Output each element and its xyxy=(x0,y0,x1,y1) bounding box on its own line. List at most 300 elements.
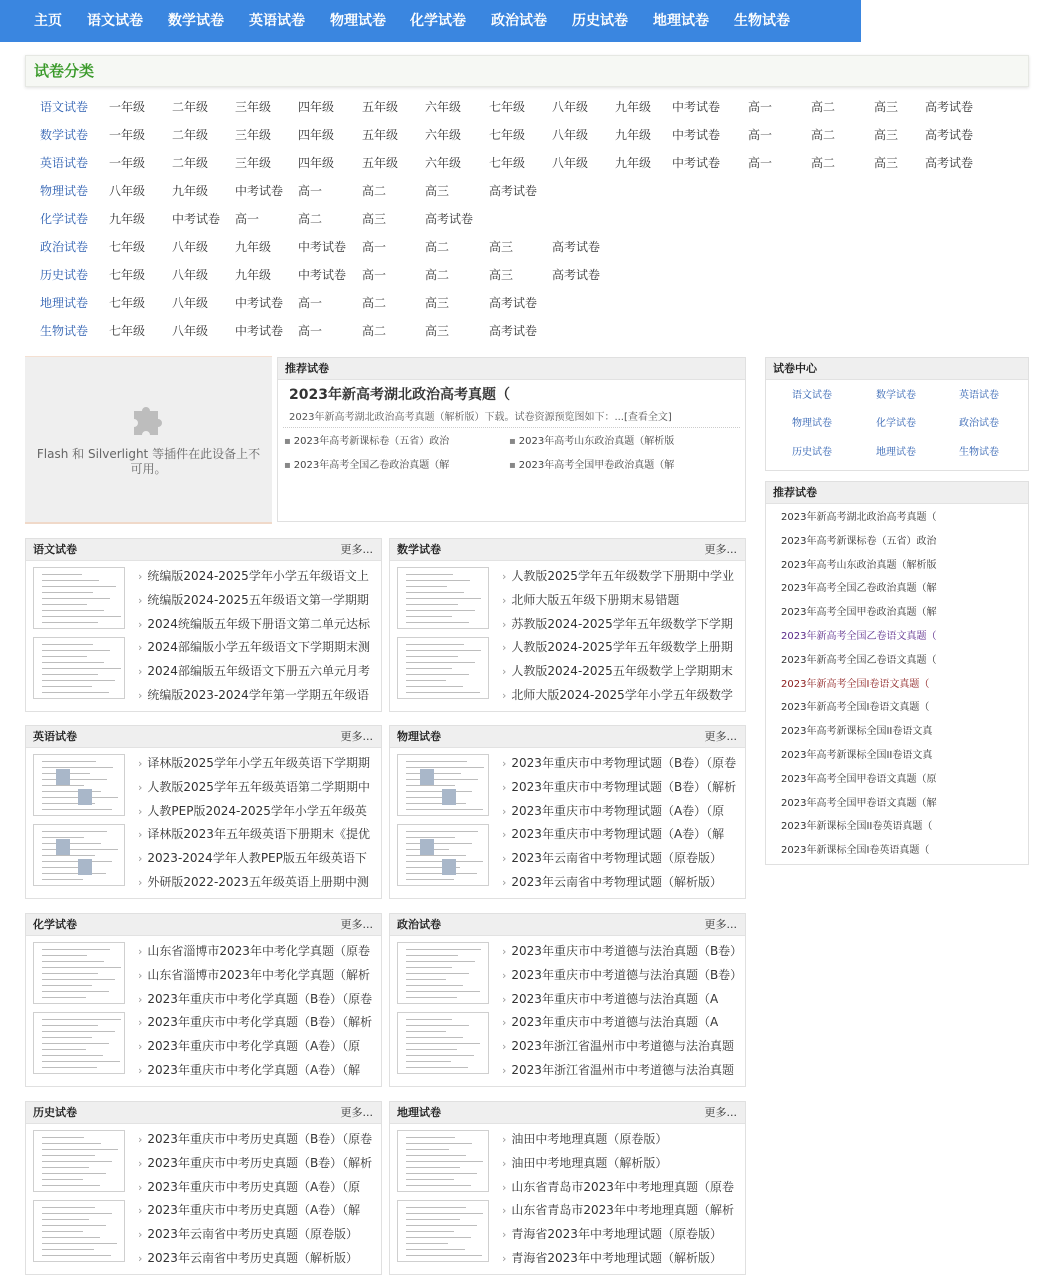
category-grade-link[interactable]: 高一 xyxy=(362,240,387,254)
paper-link[interactable]: › 2023年重庆市中考历史真题（A卷）（解 xyxy=(138,1202,378,1219)
category-grade-link[interactable]: 高二 xyxy=(362,296,387,310)
thumbnail-text-line xyxy=(406,879,454,880)
paper-link[interactable]: › 2023年重庆市中考物理试题（A卷）（解 xyxy=(502,826,742,843)
paper-link[interactable]: › 山东省淄博市2023年中考化学真题（解析 xyxy=(138,967,378,984)
category-grade-link[interactable]: 高一 xyxy=(748,100,773,114)
category-grade-link[interactable]: 五年级 xyxy=(362,100,399,114)
nav-item[interactable]: 地理试卷 xyxy=(653,13,709,29)
paper-link[interactable]: › 外研版2022-2023五年级英语上册期中测 xyxy=(138,874,378,891)
category-grade-link[interactable]: 高一 xyxy=(235,212,260,226)
nav-item[interactable]: 数学试卷 xyxy=(168,13,224,29)
paper-link[interactable]: › 人教版2024-2025五年级数学上学期期末 xyxy=(502,663,742,680)
more-link[interactable]: 更多... xyxy=(340,730,373,743)
category-subject-link[interactable]: 政治试卷 xyxy=(40,240,89,254)
thumbnail-text-line xyxy=(42,961,104,962)
thumbnail-text-line xyxy=(42,592,93,593)
paper-link[interactable]: › 油田中考地理真题（解析版） xyxy=(502,1155,742,1172)
category-grade-link[interactable]: 八年级 xyxy=(552,156,589,170)
thumbnail-text-line xyxy=(406,1207,466,1208)
recommend-list-item[interactable]: 2023年新高考全国I卷语文真题（ xyxy=(781,702,930,714)
category-grade-link[interactable]: 五年级 xyxy=(362,128,399,142)
paper-thumbnail[interactable] xyxy=(33,754,125,816)
paper-thumbnail[interactable] xyxy=(397,637,489,699)
category-grade-link[interactable]: 高考试卷 xyxy=(925,100,974,114)
category-grade-link[interactable]: 高二 xyxy=(425,268,450,282)
paper-link[interactable]: › 山东省青岛市2023年中考地理真题（解析 xyxy=(502,1202,742,1219)
paper-link[interactable]: › 人教版2025学年五年级数学下册期中学业 xyxy=(502,568,742,585)
thumbnail-text-line xyxy=(406,692,480,693)
divider xyxy=(283,427,740,428)
paper-link[interactable]: › 北师大版五年级下册期末易错题 xyxy=(502,592,742,609)
recommend-list-item[interactable]: 2023年高考新课标卷（五省）政治 xyxy=(781,535,937,547)
thumbnail-text-line xyxy=(406,1031,446,1032)
category-grade-link[interactable]: 高二 xyxy=(811,156,836,170)
category-grade-link[interactable]: 中考试卷 xyxy=(298,240,347,254)
category-grade-link[interactable]: 高三 xyxy=(489,240,514,254)
paper-link[interactable]: › 2023年重庆市中考历史真题（B卷）（解析 xyxy=(138,1155,378,1172)
category-grade-link[interactable]: 高一 xyxy=(298,324,323,338)
category-row xyxy=(0,96,1054,118)
category-grade-link[interactable]: 二年级 xyxy=(172,100,209,114)
nav-item[interactable]: 英语试卷 xyxy=(249,13,305,29)
paper-thumbnail[interactable] xyxy=(397,1130,489,1192)
category-grade-link[interactable]: 六年级 xyxy=(425,100,462,114)
thumbnail-text-line xyxy=(42,997,86,998)
category-grade-link[interactable]: 三年级 xyxy=(235,100,272,114)
category-grade-link[interactable]: 三年级 xyxy=(235,156,272,170)
paper-link[interactable]: › 2024统编版五年级下册语文第二单元达标 xyxy=(138,616,378,633)
top-nav xyxy=(0,0,861,42)
category-row xyxy=(0,180,1054,202)
category-grade-link[interactable]: 高三 xyxy=(874,100,899,114)
thumbnail-text-line xyxy=(406,662,475,663)
category-grade-link[interactable]: 三年级 xyxy=(235,128,272,142)
category-header xyxy=(25,55,1029,87)
thumbnail-text-line xyxy=(406,1049,457,1050)
thumbnail-figure xyxy=(78,789,92,805)
category-grade-link[interactable]: 高二 xyxy=(362,184,387,198)
center-link[interactable]: 地理试卷 xyxy=(876,447,916,458)
thumbnail-text-line xyxy=(42,1025,98,1026)
category-grade-link[interactable]: 九年级 xyxy=(172,184,209,198)
thumbnail-text-line xyxy=(406,1255,482,1256)
subject-block xyxy=(389,913,746,1087)
thumbnail-text-line xyxy=(42,1249,94,1250)
thumbnail-text-line xyxy=(406,1025,469,1026)
subject-block xyxy=(25,725,382,899)
category-grade-link[interactable]: 中考试卷 xyxy=(235,296,284,310)
category-grade-link[interactable]: 四年级 xyxy=(298,156,335,170)
category-grade-link[interactable]: 高三 xyxy=(425,184,450,198)
thumbnail-text-line xyxy=(406,1213,483,1214)
thumbnail-text-line xyxy=(406,668,452,669)
paper-link[interactable]: › 2023年重庆市中考物理试题（A卷）（原 xyxy=(502,803,742,820)
recommend-list-item[interactable]: 2023年高考新课标全国II卷语文真 xyxy=(781,750,933,761)
category-grade-link[interactable]: 七年级 xyxy=(489,100,526,114)
thumbnail-text-line xyxy=(406,1243,448,1244)
paper-link[interactable]: › 统编版2023-2024学年第一学期五年级语 xyxy=(138,687,378,704)
paper-link[interactable]: › 2024部编版五年级语文下册五六单元月考 xyxy=(138,663,378,680)
category-grade-link[interactable]: 中考试卷 xyxy=(235,324,284,338)
category-grade-link[interactable]: 高二 xyxy=(811,100,836,114)
recommend-list-item[interactable]: 2023年新课标全国I卷英语真题（ xyxy=(781,845,930,857)
thumbnail-text-line xyxy=(406,580,470,581)
category-grade-link[interactable]: 九年级 xyxy=(235,240,272,254)
paper-link[interactable]: › 2023年重庆市中考物理试题（B卷）（原卷 xyxy=(502,755,742,772)
category-grade-link[interactable]: 一年级 xyxy=(109,128,146,142)
category-grade-link[interactable]: 高考试卷 xyxy=(425,212,474,226)
subject-block-title: 化学试卷 xyxy=(33,918,77,931)
thumbnail-text-line xyxy=(406,973,469,974)
category-grade-link[interactable]: 七年级 xyxy=(109,296,146,310)
category-grade-link[interactable]: 七年级 xyxy=(109,268,146,282)
paper-link[interactable]: › 人教PEP版2024-2025学年小学五年级英 xyxy=(138,803,378,820)
category-row xyxy=(0,236,1054,258)
paper-thumbnail[interactable] xyxy=(397,824,489,886)
paper-link[interactable]: › 苏教版2024-2025学年五年级数学下学期 xyxy=(502,616,742,633)
thumbnail-text-line xyxy=(406,1043,480,1044)
category-grade-link[interactable]: 高考试卷 xyxy=(552,268,601,282)
category-grade-link[interactable]: 高一 xyxy=(298,296,323,310)
paper-link[interactable]: › 山东省青岛市2023年中考地理真题（原卷 xyxy=(502,1179,742,1196)
category-grade-link[interactable]: 九年级 xyxy=(615,156,652,170)
paper-link[interactable]: › 2023年重庆市中考化学真题（B卷）（解析 xyxy=(138,1014,378,1031)
paper-link[interactable]: › 青海省2023年中考地理试题（原卷版） xyxy=(502,1226,742,1243)
paper-link[interactable]: › 2023年云南省中考物理试题（解析版） xyxy=(502,874,742,891)
category-subject-link[interactable]: 化学试卷 xyxy=(40,212,89,226)
category-grade-link[interactable]: 高考试卷 xyxy=(925,156,974,170)
thumbnail-text-line xyxy=(406,803,466,804)
thumbnail-text-line xyxy=(42,779,107,780)
category-grade-link[interactable]: 高一 xyxy=(748,128,773,142)
category-grade-link[interactable]: 八年级 xyxy=(552,128,589,142)
more-link[interactable]: 更多... xyxy=(340,1106,373,1119)
category-subject-link[interactable]: 数学试卷 xyxy=(40,128,89,142)
paper-link[interactable]: › 2023年重庆市中考道德与法治真题（A xyxy=(502,1014,742,1031)
recommend-list-item[interactable]: 2023年新高考全国I卷语文真题（ xyxy=(781,678,930,690)
category-subject-link[interactable]: 英语试卷 xyxy=(40,156,89,170)
thumbnail-text-line xyxy=(406,961,475,962)
thumbnail-text-line xyxy=(42,580,99,581)
category-grade-link[interactable]: 七年级 xyxy=(109,240,146,254)
thumbnail-text-line xyxy=(42,873,106,874)
category-grade-link[interactable]: 二年级 xyxy=(172,156,209,170)
thumbnail-text-line xyxy=(406,1179,454,1180)
paper-link[interactable]: › 人教版2024-2025学年五年级数学上册期 xyxy=(502,639,742,656)
category-grade-link[interactable]: 二年级 xyxy=(172,128,209,142)
paper-link[interactable]: › 2023年浙江省温州市中考道德与法治真题 xyxy=(502,1062,742,1079)
category-grade-link[interactable]: 九年级 xyxy=(615,100,652,114)
paper-link[interactable]: › 2023年重庆市中考道德与法治真题（B卷） xyxy=(502,943,742,960)
thumbnail-text-line xyxy=(42,692,109,693)
thumbnail-text-line xyxy=(406,586,447,587)
center-link[interactable]: 物理试卷 xyxy=(792,418,832,429)
nav-item[interactable]: 化学试卷 xyxy=(410,13,466,29)
more-link[interactable]: 更多... xyxy=(704,543,737,556)
category-grade-link[interactable]: 八年级 xyxy=(552,100,589,114)
paper-link[interactable]: › 2024部编版小学五年级语文下学期期末测 xyxy=(138,639,378,656)
recommend-link[interactable]: ▪ 2023年高考新课标卷（五省）政治 xyxy=(284,435,449,449)
thumbnail-text-line xyxy=(42,686,92,687)
category-grade-link[interactable]: 中考试卷 xyxy=(672,100,721,114)
category-subject-link[interactable]: 地理试卷 xyxy=(40,296,89,310)
thumbnail-text-line xyxy=(42,1225,106,1226)
paper-link[interactable]: › 2023年重庆市中考历史真题（A卷）（原 xyxy=(138,1179,378,1196)
plugin-unavailable-message: Flash 和 Silverlight 等插件在此设备上不可用。 xyxy=(36,447,261,476)
paper-thumbnail[interactable] xyxy=(33,637,125,699)
paper-link[interactable]: › 北师大版2024-2025学年小学五年级数学 xyxy=(502,687,742,704)
thumbnail-text-line xyxy=(42,1155,95,1156)
thumbnail-text-line xyxy=(406,1149,449,1150)
thumbnail-text-line xyxy=(406,598,481,599)
category-grade-link[interactable]: 高三 xyxy=(425,324,450,338)
category-subject-link[interactable]: 生物试卷 xyxy=(40,324,89,338)
thumbnail-text-line xyxy=(406,1143,472,1144)
thumbnail-figure xyxy=(56,839,70,855)
more-link[interactable]: 更多... xyxy=(704,918,737,931)
recommend-list-item[interactable]: 2023年新课标全国II卷英语真题（ xyxy=(781,821,933,833)
category-grade-link[interactable]: 九年级 xyxy=(109,212,146,226)
paper-thumbnail[interactable] xyxy=(397,1012,489,1074)
nav-item[interactable]: 政治试卷 xyxy=(491,13,547,29)
thumbnail-text-line xyxy=(406,955,458,956)
center-link[interactable]: 历史试卷 xyxy=(792,447,832,458)
recommend-list-item[interactable]: 2023年高考山东政治真题（解析版 xyxy=(781,559,937,571)
paper-center-panel xyxy=(765,357,1029,471)
category-grade-link[interactable]: 高三 xyxy=(874,156,899,170)
recommend-link[interactable]: ▪ 2023年高考山东政治真题（解析版 xyxy=(509,435,674,449)
nav-item[interactable]: 历史试卷 xyxy=(572,13,628,29)
subject-block xyxy=(25,538,382,712)
paper-link[interactable]: › 2023年重庆市中考物理试题（B卷）（解析 xyxy=(502,779,742,796)
paper-link[interactable]: › 2023-2024学年人教PEP版五年级英语下 xyxy=(138,850,378,867)
category-grade-link[interactable]: 八年级 xyxy=(172,296,209,310)
thumbnail-text-line xyxy=(42,1231,83,1232)
category-grade-link[interactable]: 中考试卷 xyxy=(172,212,221,226)
category-grade-link[interactable]: 中考试卷 xyxy=(298,268,347,282)
recommend-list-item[interactable]: 2023年新高考全国乙卷语文真题（ xyxy=(781,654,937,666)
plugin-unavailable-box xyxy=(25,356,272,524)
paper-link[interactable]: › 2023年浙江省温州市中考道德与法治真题 xyxy=(502,1038,742,1055)
category-grade-link[interactable]: 高考试卷 xyxy=(552,240,601,254)
category-grade-link[interactable]: 高三 xyxy=(874,128,899,142)
category-subject-link[interactable]: 历史试卷 xyxy=(40,268,89,282)
thumbnail-text-line xyxy=(42,1243,117,1244)
center-link[interactable]: 生物试卷 xyxy=(959,447,999,458)
puzzle-piece-icon xyxy=(128,397,168,437)
headline-description[interactable]: 2023年新高考湖北政治高考真题（解析版）下载。试卷资源预览图如下：...[查看全文] xyxy=(289,412,672,423)
category-grade-link[interactable]: 八年级 xyxy=(172,324,209,338)
paper-thumbnail[interactable] xyxy=(33,942,125,1004)
category-grade-link[interactable]: 高二 xyxy=(811,128,836,142)
thumbnail-text-line xyxy=(406,785,455,786)
paper-link[interactable]: › 2023年云南省中考历史真题（解析版） xyxy=(138,1250,378,1267)
paper-thumbnail[interactable] xyxy=(397,754,489,816)
paper-thumbnail[interactable] xyxy=(33,1200,125,1262)
category-grade-link[interactable]: 八年级 xyxy=(109,184,146,198)
headline-link[interactable]: 2023年新高考湖北政治高考真题（ xyxy=(289,387,510,403)
category-grade-link[interactable]: 高一 xyxy=(362,268,387,282)
recommend-list-item[interactable]: 2023年新高考全国乙卷语文真题（ xyxy=(781,631,937,642)
thumbnail-text-line xyxy=(42,1207,95,1208)
paper-thumbnail[interactable] xyxy=(397,942,489,1004)
paper-link[interactable]: › 译林版2023年五年级英语下册期末《提优 xyxy=(138,826,378,843)
category-grade-link[interactable]: 七年级 xyxy=(489,156,526,170)
thumbnail-text-line xyxy=(42,1161,112,1162)
paper-link[interactable]: › 统编版2024-2025学年小学五年级语文上 xyxy=(138,568,378,585)
thumbnail-text-line xyxy=(42,1149,118,1150)
category-grade-link[interactable]: 七年级 xyxy=(489,128,526,142)
category-grade-link[interactable]: 中考试卷 xyxy=(672,156,721,170)
category-grade-link[interactable]: 九年级 xyxy=(235,268,272,282)
center-link[interactable]: 数学试卷 xyxy=(876,390,916,401)
category-grade-link[interactable]: 八年级 xyxy=(172,240,209,254)
paper-thumbnail[interactable] xyxy=(397,1200,489,1262)
paper-link[interactable]: › 人教版2025学年五年级英语第二学期期中 xyxy=(138,779,378,796)
thumbnail-text-line xyxy=(406,831,478,832)
center-link[interactable]: 化学试卷 xyxy=(876,418,916,429)
category-grade-link[interactable]: 高三 xyxy=(362,212,387,226)
subject-block-title: 英语试卷 xyxy=(33,730,77,743)
thumbnail-text-line xyxy=(42,1037,92,1038)
paper-thumbnail[interactable] xyxy=(397,567,489,629)
thumbnail-text-line xyxy=(406,809,483,810)
more-link[interactable]: 更多... xyxy=(340,918,373,931)
thumbnail-text-line xyxy=(406,791,472,792)
recommend-list-item[interactable]: 2023年高考新课标全国II卷语文真 xyxy=(781,726,933,738)
paper-link[interactable]: › 2023年重庆市中考历史真题（B卷）（原卷 xyxy=(138,1131,378,1148)
thumbnail-text-line xyxy=(42,1055,103,1056)
thumbnail-text-line xyxy=(42,767,113,768)
category-grade-link[interactable]: 高二 xyxy=(362,324,387,338)
more-link[interactable]: 更多... xyxy=(340,543,373,556)
category-grade-link[interactable]: 四年级 xyxy=(298,128,335,142)
thumbnail-text-line xyxy=(42,574,82,575)
category-grade-link[interactable]: 九年级 xyxy=(615,128,652,142)
category-grade-link[interactable]: 高一 xyxy=(298,184,323,198)
paper-link[interactable]: › 译林版2025学年小学五年级英语下学期期 xyxy=(138,755,378,772)
thumbnail-text-line xyxy=(42,1137,84,1138)
paper-link[interactable]: › 山东省淄博市2023年中考化学真题（原卷 xyxy=(138,943,378,960)
thumbnail-figure xyxy=(442,789,456,805)
thumbnail-text-line xyxy=(42,586,116,587)
recommend-list-item[interactable]: 2023年高考全国甲卷语文真题（解 xyxy=(781,797,937,809)
thumbnail-text-line xyxy=(406,843,472,844)
paper-link[interactable]: › 2023年重庆市中考道德与法治真题（B卷） xyxy=(502,967,742,984)
paper-thumbnail[interactable] xyxy=(33,1012,125,1074)
category-grade-link[interactable]: 七年级 xyxy=(109,324,146,338)
paper-link[interactable]: › 油田中考地理真题（原卷版） xyxy=(502,1131,742,1148)
paper-link[interactable]: › 2023年重庆市中考道德与法治真题（A xyxy=(502,991,742,1008)
paper-link[interactable]: › 青海省2023年中考地理试题（解析版） xyxy=(502,1250,742,1267)
paper-link[interactable]: › 2023年重庆市中考化学真题（A卷）（解 xyxy=(138,1062,378,1079)
category-grade-link[interactable]: 一年级 xyxy=(109,100,146,114)
thumbnail-text-line xyxy=(406,1067,468,1068)
thumbnail-figure xyxy=(56,769,70,785)
paper-link[interactable]: › 2023年重庆市中考化学真题（B卷）（原卷 xyxy=(138,991,378,1008)
nav-home[interactable]: 主页 xyxy=(34,13,62,29)
category-grade-link[interactable]: 高考试卷 xyxy=(925,128,974,142)
paper-link[interactable]: › 2023年云南省中考物理试题（原卷版） xyxy=(502,850,742,867)
category-grade-link[interactable]: 高三 xyxy=(489,268,514,282)
recommend-list-item[interactable]: 2023年高考全国乙卷政治真题（解 xyxy=(781,583,937,595)
nav-item[interactable]: 语文试卷 xyxy=(87,13,143,29)
category-grade-link[interactable]: 高考试卷 xyxy=(489,296,538,310)
category-grade-link[interactable]: 中考试卷 xyxy=(235,184,284,198)
thumbnail-text-line xyxy=(406,650,481,651)
category-subject-link[interactable]: 物理试卷 xyxy=(40,184,89,198)
paper-link[interactable]: › 统编版2024-2025五年级语文第一学期期 xyxy=(138,592,378,609)
thumbnail-text-line xyxy=(406,1155,466,1156)
recommend-list-header xyxy=(766,482,1028,504)
category-grade-link[interactable]: 高考试卷 xyxy=(489,324,538,338)
category-grade-link[interactable]: 五年级 xyxy=(362,156,399,170)
nav-item[interactable]: 物理试卷 xyxy=(330,13,386,29)
recommend-list-item[interactable]: 2023年高考全国甲卷语文真题（原 xyxy=(781,773,937,785)
category-grade-link[interactable]: 一年级 xyxy=(109,156,146,170)
subject-block-title: 政治试卷 xyxy=(397,918,441,931)
subject-block-title: 历史试卷 xyxy=(33,1106,77,1119)
category-grade-link[interactable]: 高二 xyxy=(298,212,323,226)
more-link[interactable]: 更多... xyxy=(704,1106,737,1119)
category-grade-link[interactable]: 高一 xyxy=(748,156,773,170)
category-grade-link[interactable]: 中考试卷 xyxy=(672,128,721,142)
thumbnail-text-line xyxy=(406,1173,477,1174)
subject-block-header xyxy=(390,914,745,936)
center-link[interactable]: 语文试卷 xyxy=(792,390,832,401)
paper-thumbnail[interactable] xyxy=(33,567,125,629)
thumbnail-text-line xyxy=(42,1219,89,1220)
recommend-list-item[interactable]: 2023年新高考湖北政治高考真题（ xyxy=(781,512,937,523)
recommend-list-panel xyxy=(765,481,1029,865)
paper-link[interactable]: › 2023年云南省中考历史真题（原卷版） xyxy=(138,1226,378,1243)
recommend-link[interactable]: ▪ 2023年高考全国乙卷政治真题（解 xyxy=(284,459,449,473)
category-grade-link[interactable]: 八年级 xyxy=(172,268,209,282)
thumbnail-text-line xyxy=(406,1137,455,1138)
more-link[interactable]: 更多... xyxy=(704,730,737,743)
category-grade-link[interactable]: 四年级 xyxy=(298,100,335,114)
thumbnail-text-line xyxy=(406,1249,465,1250)
thumbnail-text-line xyxy=(42,1255,111,1256)
center-link[interactable]: 政治试卷 xyxy=(959,418,999,429)
thumbnail-text-line xyxy=(42,622,98,623)
paper-thumbnail[interactable] xyxy=(33,1130,125,1192)
thumbnail-text-line xyxy=(406,592,464,593)
thumbnail-text-line xyxy=(42,1185,100,1186)
recommend-link[interactable]: ▪ 2023年高考全国甲卷政治真题（解 xyxy=(509,459,674,473)
thumbnail-text-line xyxy=(42,1173,106,1174)
thumbnail-text-line xyxy=(42,949,110,950)
center-link[interactable]: 英语试卷 xyxy=(959,390,999,401)
recommend-list-item[interactable]: 2023年高考全国甲卷政治真题（解 xyxy=(781,607,937,619)
category-grade-link[interactable]: 高二 xyxy=(425,240,450,254)
category-grade-link[interactable]: 六年级 xyxy=(425,156,462,170)
category-subject-link[interactable]: 语文试卷 xyxy=(40,100,89,114)
thumbnail-figure xyxy=(420,839,434,855)
category-row xyxy=(0,208,1054,230)
subject-block xyxy=(25,1101,382,1275)
thumbnail-text-line xyxy=(42,1061,120,1062)
paper-thumbnail[interactable] xyxy=(33,824,125,886)
paper-link[interactable]: › 2023年重庆市中考化学真题（A卷）（原 xyxy=(138,1038,378,1055)
thumbnail-text-line xyxy=(42,1179,83,1180)
thumbnail-text-line xyxy=(406,616,452,617)
thumbnail-text-line xyxy=(42,616,121,617)
category-grade-link[interactable]: 高三 xyxy=(425,296,450,310)
category-grade-link[interactable]: 六年级 xyxy=(425,128,462,142)
nav-item[interactable]: 生物试卷 xyxy=(734,13,790,29)
category-grade-link[interactable]: 高考试卷 xyxy=(489,184,538,198)
